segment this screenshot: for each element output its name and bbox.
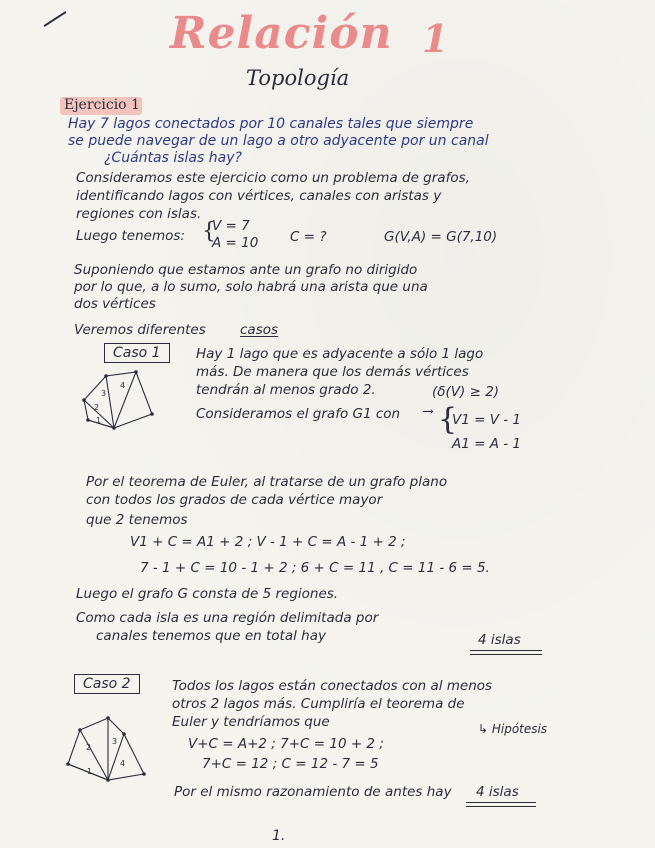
luego-prefix: Luego tenemos: — [76, 228, 185, 244]
caso-2-region-4: 4 — [120, 759, 126, 768]
c-unknown: C = ? — [290, 229, 327, 245]
page-number: 1. — [272, 828, 286, 844]
statement-line-1: Hay 7 lagos conectados por 10 canales tales que siempre — [68, 116, 474, 132]
euler-line-3: que 2 tenemos — [86, 512, 188, 528]
statement-line-2: se puede navegar de un lago a otro adyacente por un canal — [68, 133, 489, 149]
answer-underline-1b — [470, 654, 542, 655]
pen-stroke-mark — [44, 11, 67, 27]
answer-underline-2a — [466, 802, 536, 803]
suponemos-line-2: por lo que, a lo sumo, solo habrá una arista que una — [74, 279, 428, 295]
euler-line-1: Por el teorema de Euler, al tratarse de un grafo plano — [86, 474, 448, 490]
caso-1-region-1: 1 — [96, 416, 102, 425]
graph-notation: G(V,A) = G(7,10) — [384, 229, 498, 245]
exercise-label: Ejercicio 1 — [64, 97, 140, 113]
suponemos-line-3: dos vértices — [74, 296, 156, 312]
caso-1-equation-2: 7 - 1 + C = 10 - 1 + 2 ; 6 + C = 11 , C = 11 - 6 = 5. — [140, 560, 490, 576]
caso-2-conclusion: Por el mismo razonamiento de antes hay — [174, 784, 452, 800]
caso-1-label: Caso 1 — [104, 343, 170, 363]
caso-1-degree: (δ(V) ≥ 2) — [432, 384, 500, 400]
caso-2-graph-sketch — [64, 714, 152, 782]
caso-1-v1: V1 = V - 1 — [452, 412, 521, 428]
caso-1-line-2: más. De manera que los demás vértices — [196, 364, 469, 380]
answer-underline-2b — [466, 806, 536, 807]
caso-2-label: Caso 2 — [74, 674, 140, 694]
page-title-number: 1 — [422, 16, 449, 61]
page-title: Relación — [170, 8, 393, 59]
caso-1-como-2: canales tenemos que en total hay — [96, 628, 326, 644]
caso-2-equation-2: 7+C = 12 ; C = 12 - 7 = 5 — [202, 756, 379, 772]
euler-line-2: con todos los grados de cada vértice mayor — [86, 492, 383, 508]
caso-1-line-3: tendrán al menos grado 2. — [196, 382, 376, 398]
caso-1-como-1: Como cada isla es una región delimitada por — [76, 610, 379, 626]
intro-line-1: Consideramos este ejercicio como un problema de grafos, — [76, 170, 470, 186]
caso-2-region-3: 3 — [112, 737, 118, 746]
caso-2-equation-1: V+C = A+2 ; 7+C = 10 + 2 ; — [188, 736, 384, 752]
page-subtitle: Topología — [246, 66, 350, 90]
veremos-casos: casos — [240, 322, 279, 338]
answer-underline-1a — [470, 650, 542, 651]
caso-1-line-1: Hay 1 lago que es adyacente a sólo 1 lago — [196, 346, 484, 362]
a-equals: A = 10 — [212, 235, 259, 251]
caso-1-answer: 4 islas — [478, 632, 521, 648]
caso-2-hipotesis: ↳ Hipótesis — [478, 722, 548, 736]
caso-1-region-3: 3 — [101, 389, 107, 398]
caso-2-line-1: Todos los lagos están conectados con al menos — [172, 678, 493, 694]
caso-1-graph-sketch — [74, 366, 158, 432]
caso-1-line-4: Consideramos el grafo G1 con — [196, 406, 401, 422]
caso-1-equation-1: V1 + C = A1 + 2 ; V - 1 + C = A - 1 + 2 ; — [130, 534, 406, 550]
veremos-text: Veremos diferentes — [74, 322, 206, 338]
caso-2-line-3: Euler y tendríamos que — [172, 714, 330, 730]
left-brace: { — [202, 219, 216, 244]
intro-line-3: regiones con islas. — [76, 206, 202, 222]
caso-2-line-2: otros 2 lagos más. Cumpliría el teorema de — [172, 696, 465, 712]
brace-g1: { — [438, 402, 458, 437]
suponemos-line-1: Suponiendo que estamos ante un grafo no dirigido — [74, 262, 418, 278]
caso-1-region-2: 2 — [94, 403, 100, 412]
caso-2-answer: 4 islas — [476, 784, 519, 800]
arrow-glyph: → — [422, 404, 434, 420]
caso-2-region-1: 1 — [87, 767, 93, 776]
caso-1-region-4: 4 — [120, 381, 126, 390]
v-equals: V = 7 — [212, 218, 250, 234]
caso-1-luego: Luego el grafo G consta de 5 regiones. — [76, 586, 339, 602]
statement-question: ¿Cuántas islas hay? — [104, 150, 242, 166]
caso-2-region-2: 2 — [86, 743, 92, 752]
caso-1-a1: A1 = A - 1 — [452, 436, 521, 452]
intro-line-2: identificando lagos con vértices, canales con aristas y — [76, 188, 442, 204]
